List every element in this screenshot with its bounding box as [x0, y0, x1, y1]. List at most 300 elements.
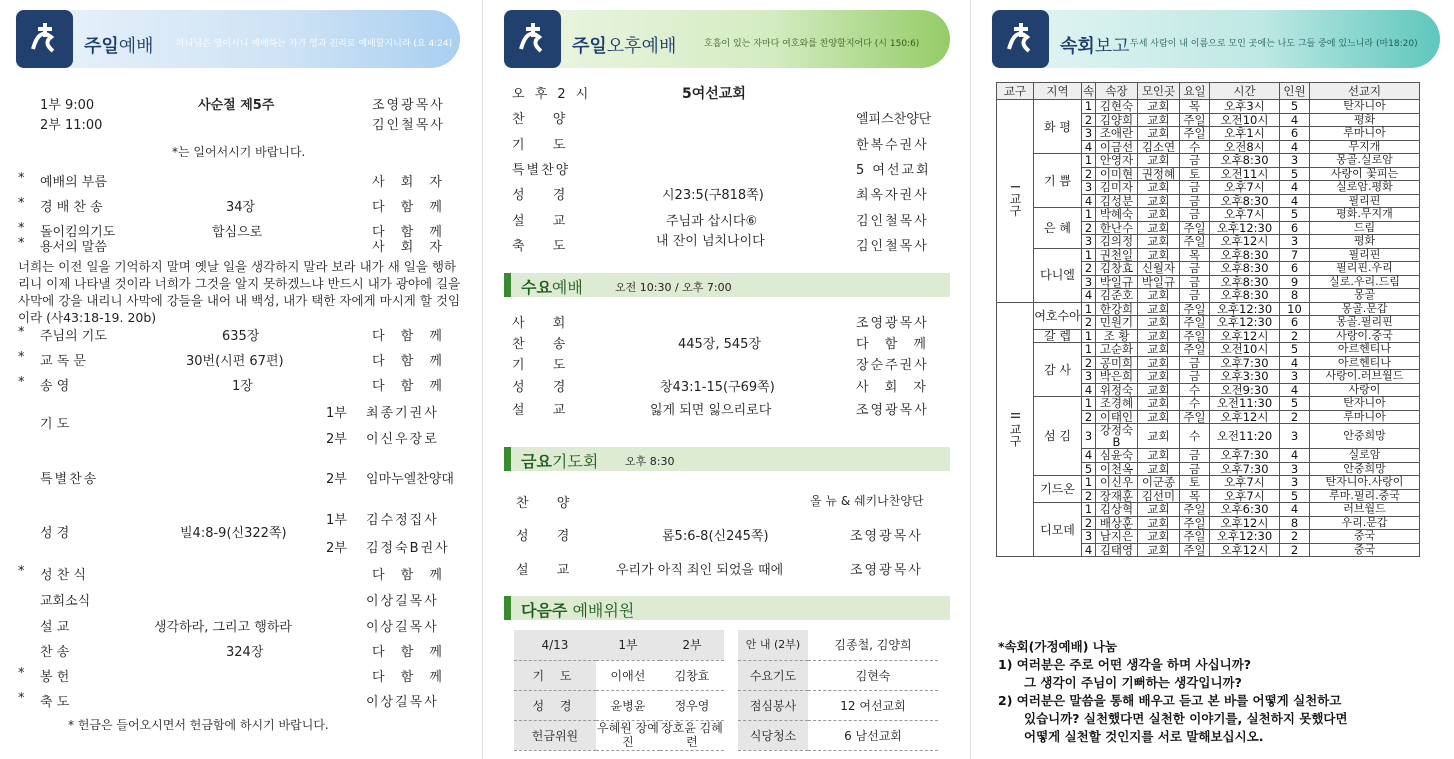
- cell: 김상혁: [1096, 503, 1138, 517]
- cell: 오후6:30: [1210, 503, 1280, 517]
- banner-verse: 하나님은 영이시니 예배하는 자가 영과 진리로 예배할지니라 (요 4:24): [176, 39, 453, 49]
- cell: 1: [1082, 154, 1096, 168]
- order-label: 찬 양: [516, 496, 582, 511]
- cell: 1: [1082, 476, 1096, 490]
- table-row: [997, 329, 1420, 343]
- order-leader: 김인철목사: [856, 214, 929, 229]
- cell: 김현숙: [1096, 100, 1138, 114]
- cell: 3: [1082, 424, 1096, 449]
- cell: 필리핀: [1310, 248, 1420, 262]
- cell: 3: [1280, 154, 1310, 168]
- order-leader: 사 회 자: [372, 175, 448, 190]
- sermon-title: 잃게 되면 잃으리로다: [650, 403, 772, 418]
- cell: 4: [1280, 503, 1310, 517]
- table-row: [997, 154, 1420, 168]
- order-leader: 다 함 께: [372, 225, 448, 240]
- table-header: 요일: [1180, 83, 1210, 100]
- prayer-label: 기 도: [40, 417, 70, 432]
- table-row: [738, 720, 938, 750]
- table-header-row: [997, 83, 1420, 100]
- cell: 목: [1180, 489, 1210, 503]
- cell: 2: [1280, 530, 1310, 544]
- cell: 금: [1180, 275, 1210, 289]
- table-row: [997, 248, 1420, 262]
- cell: 이군종: [1138, 476, 1180, 490]
- column-divider: [970, 0, 971, 759]
- cell: 신월자: [1138, 262, 1180, 276]
- cell: 몽골: [1310, 289, 1420, 303]
- cell: 루마니아: [1310, 127, 1420, 141]
- order-detail: 635장: [222, 329, 260, 344]
- cell: 루마.필리.중국: [1310, 489, 1420, 503]
- cell: 금: [1180, 154, 1210, 168]
- cell: 오후3시: [1210, 100, 1280, 114]
- cell: 3: [1082, 275, 1096, 289]
- cell: 주일: [1180, 221, 1210, 235]
- cell: 위정숙: [1096, 383, 1138, 397]
- order-leader: 김인철목사: [856, 239, 929, 254]
- cell: 1: [1082, 503, 1096, 517]
- cell: 교회: [1138, 383, 1180, 397]
- cell: 교회: [1138, 462, 1180, 476]
- cell: 2: [1082, 356, 1096, 370]
- service-time-2: 2부 11:00: [40, 118, 103, 133]
- cell: 금: [1180, 208, 1210, 222]
- cell: 김소연: [1138, 140, 1180, 154]
- cell: 교회: [1138, 316, 1180, 330]
- row-label: 안 내 (2부): [738, 630, 808, 660]
- table-header: 지역: [1034, 83, 1082, 100]
- cell: 2: [1082, 262, 1096, 276]
- sermon-title: 생각하라, 그리고 행하라: [154, 620, 292, 635]
- cell: 안중희망: [1310, 424, 1420, 449]
- cell: 교회: [1138, 221, 1180, 235]
- order-leader: 올 뉴 & 쉐키나찬양단: [810, 494, 924, 508]
- table-header: 2부: [660, 630, 724, 660]
- cell: 4: [1082, 140, 1096, 154]
- order-label: 성 경: [512, 380, 578, 395]
- order-label: 사 회: [512, 316, 578, 331]
- cell: 7: [1280, 248, 1310, 262]
- cell: 오전8시: [1210, 140, 1280, 154]
- cell: 오전11:30: [1210, 397, 1280, 411]
- table-row: [738, 660, 938, 690]
- order-detail: 1장: [232, 379, 253, 394]
- order-leader: 한복수권사: [856, 138, 929, 153]
- next-week-table: [514, 630, 724, 751]
- order-leader: 조영광목사: [856, 316, 929, 331]
- pm-time: 오 후 2 시: [512, 87, 592, 102]
- prayer-part-1: 1부: [326, 406, 347, 421]
- afternoon-worship-column: [484, 0, 968, 759]
- area-cell: 여호수아: [1034, 302, 1082, 329]
- cell: 중국: [1310, 530, 1420, 544]
- cell: 박은희: [1096, 370, 1138, 384]
- order-leader: 사 회 자: [372, 240, 448, 255]
- cell: 윤병윤: [596, 690, 660, 720]
- cell: 교회: [1138, 356, 1180, 370]
- order-label: 성 찬 식: [40, 568, 86, 583]
- cell: 4: [1280, 140, 1310, 154]
- cell: 오후7시: [1210, 489, 1280, 503]
- row-label: 점심봉사: [738, 690, 808, 720]
- prayer-name-2: 이신우장로: [366, 432, 439, 447]
- cell: 5: [1280, 489, 1310, 503]
- page-title: 속회보고: [1060, 36, 1130, 57]
- cell: 오후12:30: [1210, 302, 1280, 316]
- cell: 교회: [1138, 370, 1180, 384]
- cell: 한난수: [1096, 221, 1138, 235]
- cell: 수: [1180, 397, 1210, 411]
- cell: 김미자: [1096, 181, 1138, 195]
- area-cell: 은 혜: [1034, 208, 1082, 249]
- order-detail: 합심으로: [212, 225, 263, 240]
- cell: 실로암: [1310, 449, 1420, 463]
- order-leader: 다 함 께: [372, 645, 448, 660]
- order-detail: 30번(시편 67편): [186, 354, 284, 369]
- cell: 교회: [1138, 503, 1180, 517]
- cell: 4: [1280, 181, 1310, 195]
- cell: 몽골.필리핀: [1310, 316, 1420, 330]
- order-leader: 조영광목사: [856, 403, 929, 418]
- cell: 민원기: [1096, 316, 1138, 330]
- next-week-header: [504, 596, 950, 620]
- cell: 2: [1082, 410, 1096, 424]
- cell: 중국: [1310, 543, 1420, 557]
- cell: 사랑이 꽃피는: [1310, 167, 1420, 181]
- cell: 금: [1180, 356, 1210, 370]
- cell: 3: [1082, 235, 1096, 249]
- cell: 주일: [1180, 113, 1210, 127]
- cell: 금: [1180, 370, 1210, 384]
- cell: 교회: [1138, 181, 1180, 195]
- row-label: 헌금위원: [514, 720, 596, 750]
- cell: 교회: [1138, 516, 1180, 530]
- cell: 오후7시: [1210, 181, 1280, 195]
- cell: 실로암.평화: [1310, 181, 1420, 195]
- cell: 권천일: [1096, 248, 1138, 262]
- cell: 교회: [1138, 329, 1180, 343]
- stand-star: *: [18, 666, 25, 681]
- cell: 교회: [1138, 154, 1180, 168]
- order-label: 설 교: [512, 214, 578, 229]
- wednesday-header: [504, 273, 950, 297]
- cell: 6 남선교회: [808, 720, 938, 750]
- order-leader: 사 회 자: [856, 380, 932, 395]
- order-leader: 다 함 께: [372, 670, 448, 685]
- district-cell: II 교구: [997, 302, 1034, 557]
- cell: 필리핀: [1310, 194, 1420, 208]
- cell: 교회: [1138, 410, 1180, 424]
- table-row: [738, 690, 938, 720]
- cell: 사랑이: [1310, 383, 1420, 397]
- cell-group-table: [996, 82, 1420, 557]
- cell: 김창효: [1096, 262, 1138, 276]
- order-leader: 이상길목사: [366, 594, 439, 609]
- cell: 주일: [1180, 530, 1210, 544]
- cell: 3: [1280, 476, 1310, 490]
- order-detail: 롬5:6-8(신245쪽): [662, 529, 769, 544]
- cell: 김양희: [1096, 113, 1138, 127]
- cell: 오후7:30: [1210, 356, 1280, 370]
- cell: 몽골.실로암: [1310, 154, 1420, 168]
- cell: 박혜숙: [1096, 208, 1138, 222]
- area-cell: 화 평: [1034, 100, 1082, 154]
- reading-passage: 빌4:8-9(신322쪽): [180, 526, 287, 541]
- cell: 우리.문갑: [1310, 516, 1420, 530]
- cell: 박일규: [1138, 275, 1180, 289]
- cell: 오후7시: [1210, 208, 1280, 222]
- cell: 루마니아: [1310, 410, 1420, 424]
- cell: 오후8:30: [1210, 154, 1280, 168]
- cell: 평화.무지개: [1310, 208, 1420, 222]
- cell: 3: [1082, 127, 1096, 141]
- row-label: 수요기도: [738, 660, 808, 690]
- cell: 권정혜: [1138, 167, 1180, 181]
- cell: 고순화: [1096, 343, 1138, 357]
- cell: 교회: [1138, 397, 1180, 411]
- cell: 주일: [1180, 235, 1210, 249]
- cell: 4: [1082, 289, 1096, 303]
- table-row: [738, 630, 938, 660]
- section-time: 오후 8:30: [625, 455, 675, 468]
- cell: 오전11시: [1210, 167, 1280, 181]
- cell: 공미희: [1096, 356, 1138, 370]
- reading-part-1: 1부: [326, 513, 347, 528]
- cell: 토: [1180, 167, 1210, 181]
- table-header: 속: [1082, 84, 1095, 98]
- cell: 6: [1280, 316, 1310, 330]
- cell: 안중희망: [1310, 462, 1420, 476]
- cell: 5: [1082, 462, 1096, 476]
- cell: 4: [1280, 383, 1310, 397]
- cell: 2: [1082, 167, 1096, 181]
- special-choir: 임마누엘찬양대: [366, 472, 454, 487]
- order-label: 예배의 부름: [40, 175, 107, 190]
- cell: 오후12시: [1210, 516, 1280, 530]
- cell: 5: [1280, 397, 1310, 411]
- cell: 교회: [1138, 100, 1180, 114]
- order-leader: 다 함 께: [372, 200, 448, 215]
- special-part: 2부: [326, 472, 347, 487]
- cell: 10: [1280, 302, 1310, 316]
- cell: 2: [1082, 113, 1096, 127]
- order-label: 찬 송: [512, 337, 578, 352]
- cell: 드림: [1310, 221, 1420, 235]
- order-label: 축 도: [40, 695, 70, 710]
- stand-star: *: [18, 171, 25, 186]
- sharing-notes: [998, 638, 1348, 746]
- cell: 4: [1082, 543, 1096, 557]
- cell: 필리핀.우리: [1310, 262, 1420, 276]
- cell: 김의정: [1096, 235, 1138, 249]
- cell: 오후12:30: [1210, 221, 1280, 235]
- column-divider: [482, 0, 483, 759]
- cell: 12 여선교회: [808, 690, 938, 720]
- cell: 교회: [1138, 208, 1180, 222]
- order-label: 용서의 말씀: [40, 240, 107, 255]
- scripture-text: 너희는 이전 일을 기억하지 말며 옛날 일을 생각하지 말라 보라 내가 새 일을 행하리니 이제 나타낼 것이라 너희가 그것을 알지 못하겠느냐 반드시 내가 광야에 길을 사막에 강을 내리니 사막에 강들을 내어 내 백성, 내가 택한 자에게 마시게 할 것임이라 (사43:18-19. 20b): [18, 259, 461, 325]
- table-header: 모인곳: [1138, 83, 1180, 100]
- order-label: 축 도: [512, 239, 578, 254]
- church-logo-icon: [504, 10, 561, 68]
- cell: 교회: [1138, 530, 1180, 544]
- stand-note: *는 일어서시기 바랍니다.: [172, 145, 306, 159]
- question-2-cont: 있습니까? 실천했다면 실천한 이야기를, 실천하지 못했다면: [1024, 711, 1348, 726]
- cell: 오후7시: [1210, 476, 1280, 490]
- question-1-cont: 그 생각이 주님이 기뻐하는 생각입니까?: [1024, 675, 1242, 690]
- banner-verse: 두세 사람이 내 이름으로 모인 곳에는 나도 그들 중에 있느니라 (마18:20): [1130, 39, 1418, 49]
- order-label: 기 도: [512, 138, 578, 153]
- table-row: [997, 208, 1420, 222]
- cell: 김종철, 김양희: [808, 630, 938, 660]
- cell: 박일규: [1096, 275, 1138, 289]
- cell: 금: [1180, 289, 1210, 303]
- order-leader: 다 함 께: [372, 354, 448, 369]
- cell: 교회: [1138, 235, 1180, 249]
- order-label: 찬 양: [512, 112, 578, 127]
- area-cell: 섬 김: [1034, 397, 1082, 476]
- stand-star: *: [18, 196, 25, 211]
- stand-star: *: [18, 236, 25, 251]
- order-label: 찬 송: [40, 645, 70, 660]
- area-cell: 기 쁨: [1034, 154, 1082, 208]
- table-row: [997, 302, 1420, 316]
- stand-star: *: [18, 564, 25, 579]
- prayer-name-1: 최종기권사: [366, 406, 439, 421]
- cell: 무지개: [1310, 140, 1420, 154]
- afternoon-worship-banner: [504, 10, 950, 68]
- order-label: 송 영: [40, 379, 70, 394]
- cell: 목: [1180, 248, 1210, 262]
- cell: 오후12시: [1210, 543, 1280, 557]
- cell: 조애란: [1096, 127, 1138, 141]
- cell: 김선미: [1138, 489, 1180, 503]
- next-week-duty-table: [738, 630, 938, 751]
- cell: 오후7:30: [1210, 462, 1280, 476]
- pastor-2: 김인철목사: [372, 118, 445, 133]
- order-leader: 다 함 께: [856, 337, 932, 352]
- cell: 교회: [1138, 424, 1180, 449]
- cell: 3: [1082, 370, 1096, 384]
- row-label: 성 경: [514, 690, 596, 720]
- stand-star: *: [18, 375, 25, 390]
- cell: 오후12시: [1210, 329, 1280, 343]
- cell: 주일: [1180, 316, 1210, 330]
- area-cell: 기드온: [1034, 476, 1082, 503]
- order-label: 주님의 기도: [40, 329, 107, 344]
- area-cell: 디모데: [1034, 503, 1082, 557]
- cell: 4: [1082, 194, 1096, 208]
- question-2-cont: 어떻게 실천할 것인지를 서로 말해보십시오.: [1024, 729, 1264, 744]
- cell: 오후1시: [1210, 127, 1280, 141]
- cell: 사랑이.중국: [1310, 329, 1420, 343]
- table-row: [514, 720, 724, 750]
- cell: 남지은: [1096, 530, 1138, 544]
- cell: 안영자: [1096, 154, 1138, 168]
- cell: 아르헨티나: [1310, 356, 1420, 370]
- occasion: 사순절 제5주: [198, 98, 275, 113]
- cell: 수: [1180, 140, 1210, 154]
- prayer-part-2: 2부: [326, 432, 347, 447]
- banner-verse: 호흡이 있는 자마다 여호와를 찬양할지어다 (시 150:6): [704, 39, 920, 49]
- church-logo-icon: [992, 10, 1049, 68]
- table-header: 교구: [997, 83, 1034, 100]
- cell: 이태인: [1096, 410, 1138, 424]
- cell: 2: [1082, 516, 1096, 530]
- cell: 6: [1280, 262, 1310, 276]
- cell: 실로.우리.드림: [1310, 275, 1420, 289]
- table-header: 속장: [1096, 83, 1138, 100]
- order-detail: 시23:5(구818쪽): [662, 188, 764, 203]
- special-song-label: 특별찬송: [40, 472, 99, 487]
- cell: 3: [1082, 181, 1096, 195]
- page-title: 주일예배: [84, 36, 154, 57]
- order-leader: 다 함 께: [372, 379, 448, 394]
- cell: 2: [1280, 329, 1310, 343]
- area-cell: 다니엘: [1034, 248, 1082, 302]
- cell: 김창효: [660, 660, 724, 690]
- cell: 금: [1180, 194, 1210, 208]
- cell: 수: [1180, 424, 1210, 449]
- reading-part-2: 2부: [326, 541, 347, 556]
- cell: 김준호: [1096, 289, 1138, 303]
- cell: 1: [1082, 248, 1096, 262]
- sermon-subtitle: 내 잔이 넘치나이다: [656, 234, 765, 249]
- order-leader: 이상길목사: [366, 620, 439, 635]
- cell-group-report-column: [972, 0, 1454, 759]
- sunday-worship-column: [0, 0, 480, 759]
- order-label: 봉 헌: [40, 670, 70, 685]
- notes-title: *속회(가정예배) 나눔: [998, 639, 1117, 654]
- cell: 금: [1180, 181, 1210, 195]
- cell: 주일: [1180, 516, 1210, 530]
- cell: 2: [1280, 543, 1310, 557]
- cell: 토: [1180, 476, 1210, 490]
- cell: 2: [1082, 316, 1096, 330]
- cell: 1: [1082, 397, 1096, 411]
- question-2: 2) 여러분은 말씀을 통해 배우고 듣고 본 바를 어떻게 실천하고: [998, 693, 1342, 708]
- table-header: 1부: [596, 630, 660, 660]
- cell: 4: [1280, 113, 1310, 127]
- cell: 오전11:20: [1210, 424, 1280, 449]
- table-header: 시간: [1210, 83, 1280, 100]
- cell: 오후8:30: [1210, 275, 1280, 289]
- cell: 오후12:30: [1210, 316, 1280, 330]
- order-label: 설 교: [512, 403, 578, 418]
- friday-header: [504, 447, 950, 471]
- service-time-1: 1부 9:00: [40, 98, 95, 113]
- section-title: 수요예배: [521, 278, 583, 297]
- reading-name-2: 김정숙B권사: [366, 541, 450, 556]
- order-label: 성 경: [516, 529, 582, 544]
- order-leader: 최옥자권사: [856, 188, 929, 203]
- order-label: 교회소식: [40, 594, 91, 609]
- cell: 3: [1280, 462, 1310, 476]
- section-title: 다음주 예배위원: [521, 601, 635, 620]
- order-label: 설 교: [516, 563, 582, 578]
- cell: 탄자니아: [1310, 100, 1420, 114]
- cell: 오후12:30: [1210, 530, 1280, 544]
- cell: 수: [1180, 383, 1210, 397]
- cell: 장재훈: [1096, 489, 1138, 503]
- cell: 주일: [1180, 410, 1210, 424]
- order-detail: 445장, 545장: [678, 337, 762, 352]
- cell: 3: [1280, 370, 1310, 384]
- cell: 조 황: [1096, 329, 1138, 343]
- stand-star: *: [18, 691, 25, 706]
- cell: 주일: [1180, 503, 1210, 517]
